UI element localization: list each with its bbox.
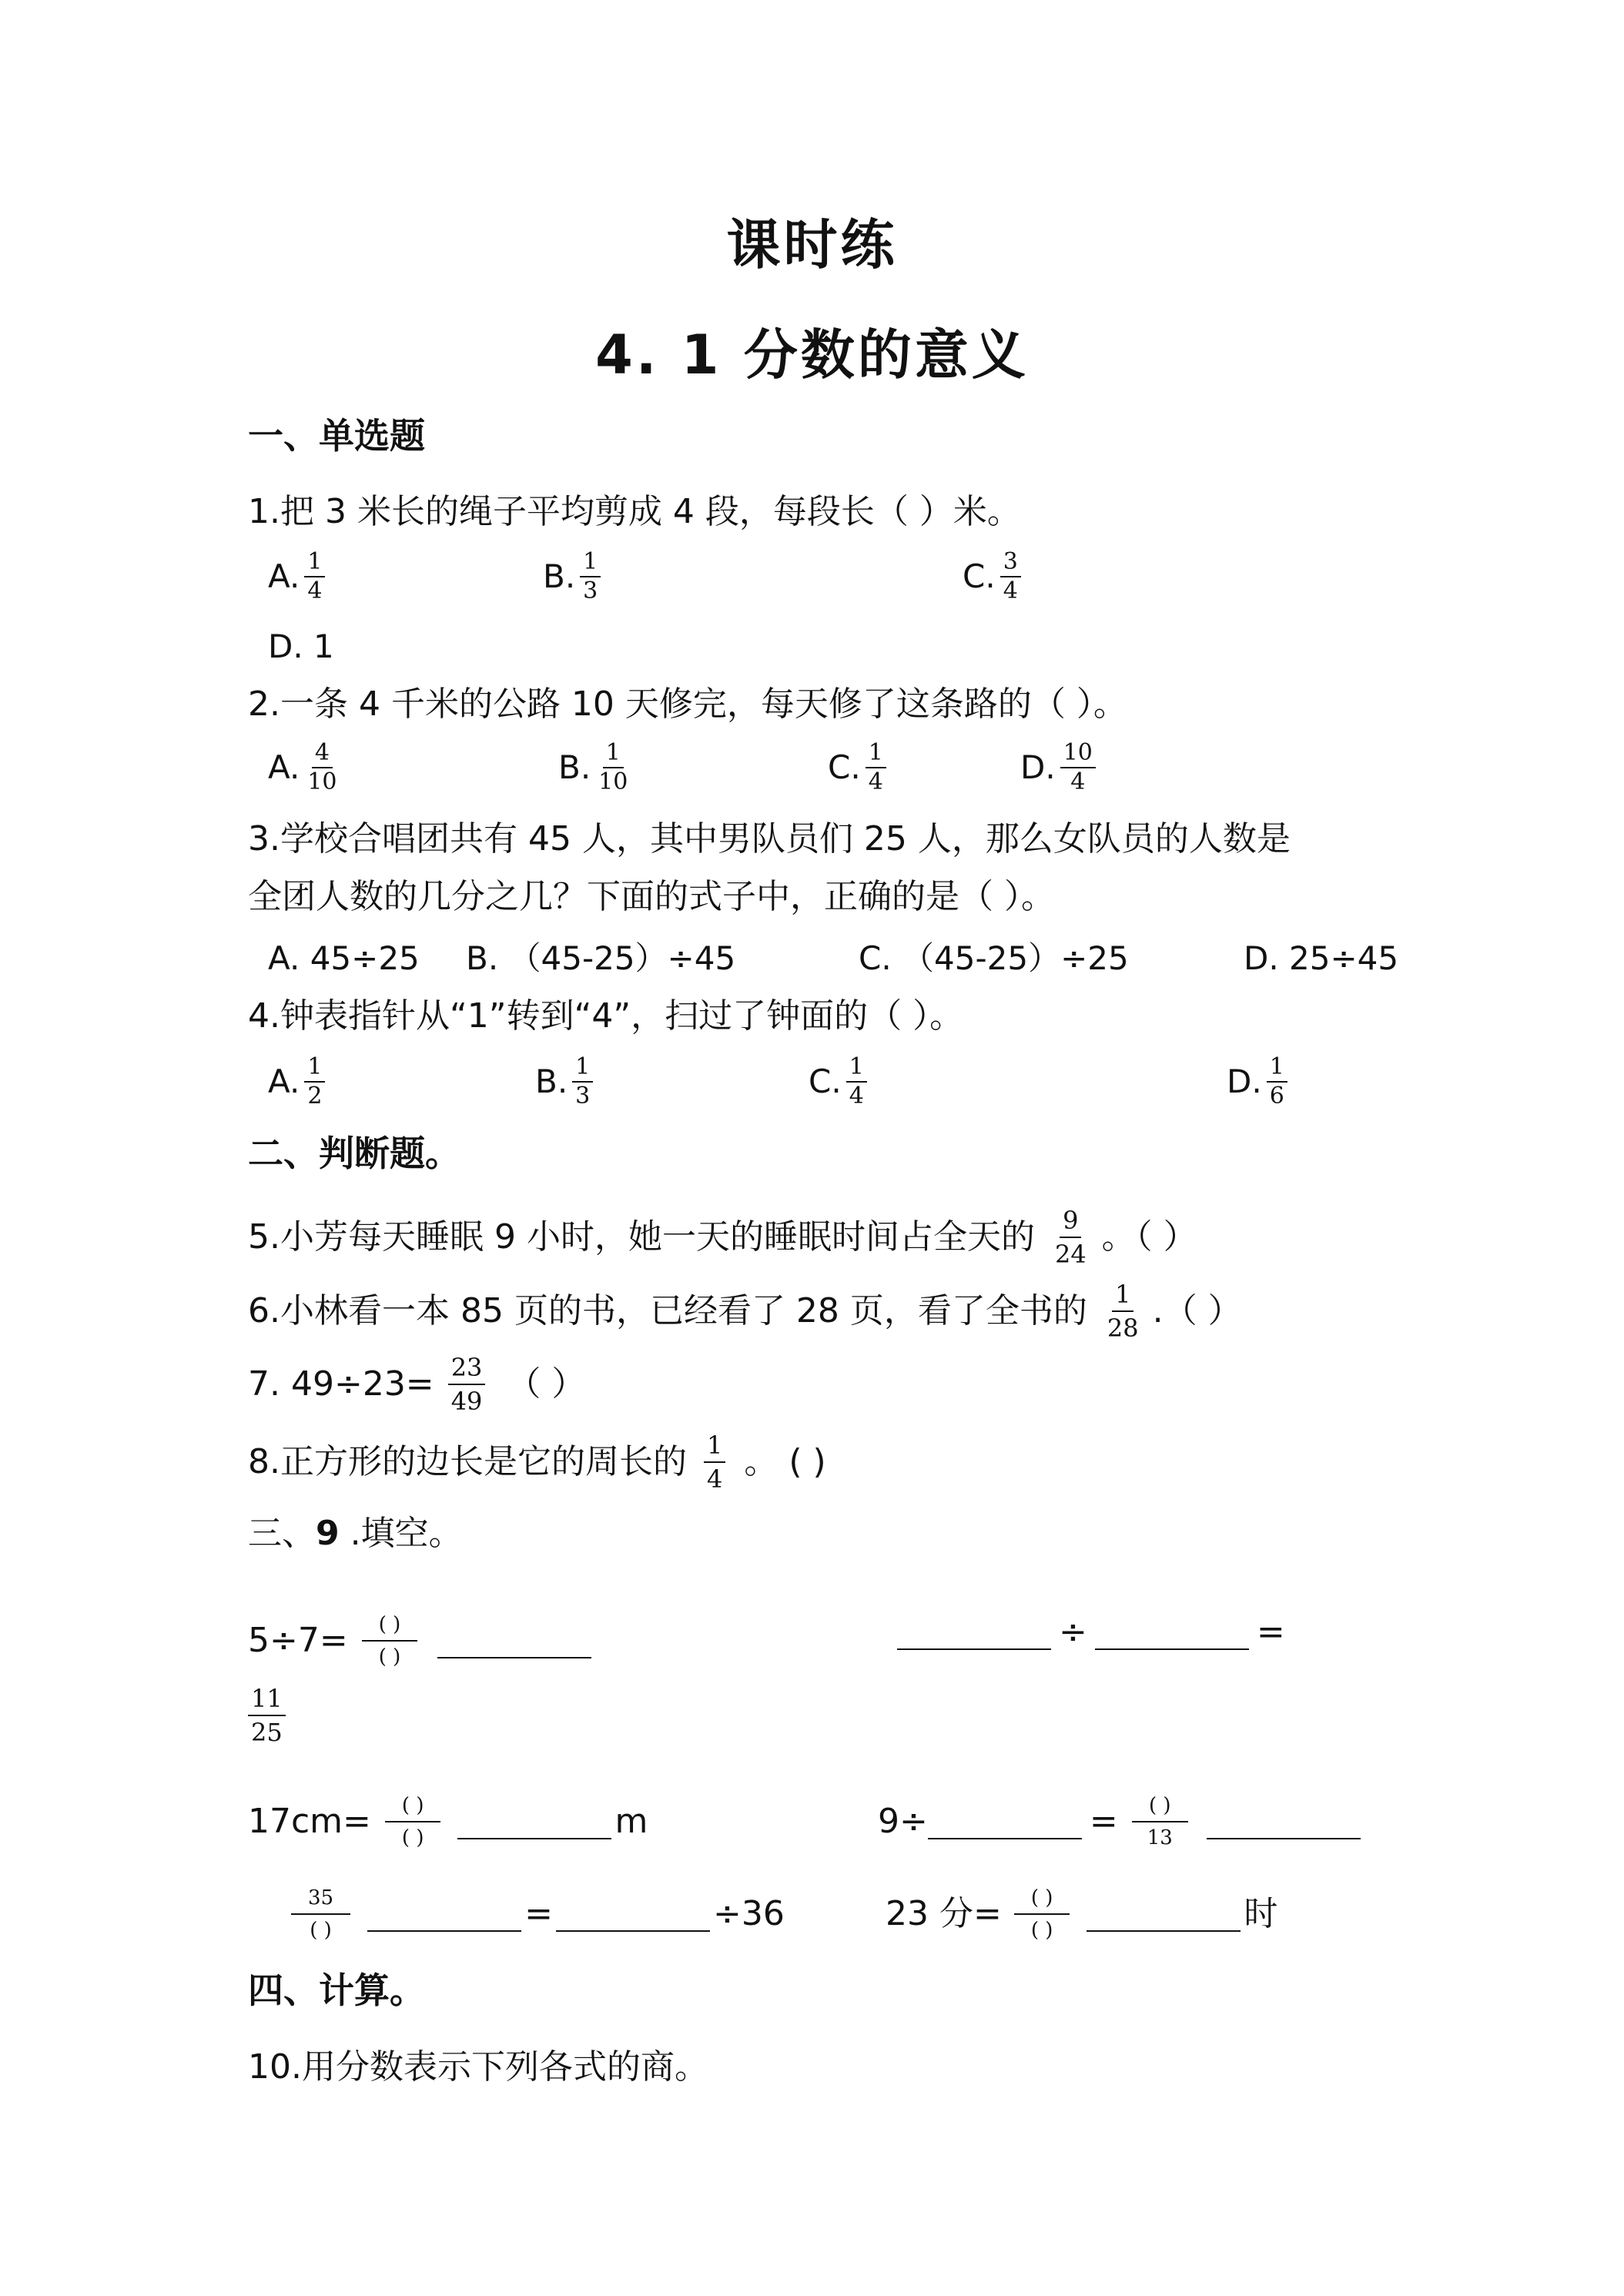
answer-blank[interactable] [556, 1896, 710, 1932]
q4-option-c[interactable] [809, 1053, 867, 1110]
option-label: C. [809, 1063, 842, 1100]
denominator: 4 [1070, 768, 1086, 795]
fill-row-2-right [878, 1790, 1368, 1853]
question-4-stem: 4.钟表指针从“1”转到“4”，扫过了钟面的（ ）。 [248, 996, 964, 1036]
question-2-stem: 2.一条 4 千米的公路 10 天修完，每天修了这条路的（ ）。 [248, 684, 1127, 724]
section-heading-true-false: 二、判断题。 [248, 1133, 460, 1174]
fill-row-1-left [248, 1609, 599, 1672]
numerator: 1 [304, 548, 325, 577]
answer-blank[interactable] [928, 1804, 1082, 1839]
answer-blank[interactable] [1087, 1896, 1241, 1932]
denominator: 4 [706, 1464, 723, 1494]
fraction-blank[interactable] [385, 1790, 441, 1853]
expression: 5÷7= [248, 1621, 348, 1660]
question-7-text: 7. 49÷23= [248, 1364, 434, 1404]
question-5 [248, 1204, 1197, 1270]
numerator: 1 [704, 1429, 725, 1463]
option-label: B. [535, 1063, 568, 1100]
option-label: D. [1227, 1063, 1262, 1100]
question-1-stem: 1.把 3 米长的绳子平均剪成 4 段，每段长（ ）米。 [248, 492, 1021, 531]
denominator: 3 [583, 577, 598, 604]
denominator: 4 [849, 1083, 864, 1110]
divide-by-36: ÷36 [712, 1894, 785, 1933]
unit-hour: 时 [1244, 1894, 1278, 1933]
q1-option-a[interactable] [268, 548, 325, 605]
question-8-text: 8.正方形的边长是它的周长的 [248, 1442, 687, 1481]
denominator: 3 [575, 1083, 591, 1110]
equals-sign: = [524, 1894, 553, 1933]
numerator: 1 [304, 1053, 325, 1083]
section-heading-single-choice: 一、单选题 [248, 415, 425, 457]
denominator: 4 [307, 577, 323, 604]
fraction [304, 739, 340, 796]
section-heading-fill-in [248, 1511, 463, 1557]
denominator: 25 [251, 1718, 283, 1747]
fraction [572, 1053, 593, 1110]
denominator: 10 [307, 768, 337, 795]
denominator: 2 [307, 1083, 323, 1110]
fraction [580, 548, 601, 605]
question-5-text: 5.小芳每天睡眠 9 小时，她一天的睡眠时间占全天的 [248, 1217, 1035, 1257]
equals-sign: = [1256, 1612, 1285, 1652]
numerator: 35 [291, 1883, 350, 1915]
denominator: 4 [1003, 577, 1018, 604]
option-label: D. [1020, 748, 1056, 786]
numerator: 11 [248, 1682, 286, 1716]
fraction-blank[interactable] [1014, 1883, 1070, 1946]
denominator: 6 [1269, 1083, 1284, 1110]
option-label: B. [543, 557, 576, 595]
answer-paren[interactable]: 。 ( ) [744, 1442, 826, 1481]
fraction-blank[interactable] [291, 1883, 350, 1946]
answer-paren[interactable]: .（ ） [1152, 1291, 1242, 1330]
unit-m: m [614, 1802, 648, 1841]
q4-option-a[interactable] [268, 1053, 325, 1110]
answer-blank[interactable] [437, 1623, 591, 1658]
numerator-blank[interactable]: ( ) [362, 1609, 418, 1642]
answer-blank[interactable] [1095, 1615, 1249, 1650]
numerator: 4 [312, 739, 333, 768]
q2-option-a[interactable] [268, 739, 340, 796]
answer-blank[interactable] [457, 1804, 611, 1839]
fraction-blank[interactable] [1130, 1790, 1190, 1853]
expression: 9÷ [878, 1802, 928, 1841]
question-6-text: 6.小林看一本 85 页的书，已经看了 28 页，看了全书的 [248, 1291, 1087, 1330]
fraction [866, 739, 886, 796]
denominator: 10 [598, 768, 628, 795]
fraction [448, 1351, 486, 1417]
q1-option-c[interactable] [963, 548, 1021, 605]
q3-option-c[interactable]: C. （45-25）÷25 [859, 939, 1129, 977]
section-label: .填空。 [339, 1514, 463, 1553]
question-number: 9 [316, 1514, 340, 1553]
question-3-stem-line1: 3.学校合唱团共有 45 人，其中男队员们 25 人，那么女队员的人数是 [248, 819, 1291, 858]
page-subtitle: 4. 1 分数的意义 [595, 323, 1029, 387]
answer-paren[interactable]: （ ） [507, 1364, 586, 1404]
denominator-blank[interactable]: ( ) [1030, 1919, 1053, 1942]
numerator: 23 [448, 1351, 486, 1385]
numerator: 1 [603, 739, 624, 768]
numerator: 3 [1000, 548, 1021, 577]
denominator: 24 [1054, 1240, 1087, 1269]
fraction [1104, 1278, 1142, 1344]
answer-blank[interactable] [897, 1615, 1051, 1650]
section-number: 三、 [248, 1514, 316, 1553]
question-3-stem-line2: 全团人数的几分之几？下面的式子中，正确的是（ ）。 [248, 877, 1055, 916]
option-label: A. [268, 557, 300, 595]
section-heading-calculation: 四、计算。 [248, 1970, 425, 2011]
denominator: 28 [1107, 1314, 1139, 1343]
question-7 [248, 1351, 585, 1417]
equals-sign: = [1089, 1802, 1118, 1841]
fraction-11-25 [248, 1682, 286, 1749]
numerator: 10 [1060, 739, 1096, 768]
q2-option-b[interactable] [558, 739, 631, 796]
answer-paren[interactable]: 。（ ） [1101, 1217, 1197, 1257]
q1-option-d[interactable]: D. 1 [268, 628, 334, 665]
expression: 17cm= [248, 1802, 371, 1841]
option-label: C. [963, 557, 996, 595]
answer-blank[interactable] [1207, 1804, 1361, 1839]
numerator: 1 [572, 1053, 593, 1083]
q2-option-c[interactable] [828, 739, 886, 796]
fill-row-3-right [886, 1883, 1277, 1946]
question-10-stem: 10.用分数表示下列各式的商。 [248, 2047, 708, 2087]
numerator: 1 [846, 1053, 867, 1083]
page-title: 课时练 [726, 213, 898, 276]
denominator: 49 [450, 1387, 483, 1416]
fill-row-2-left [248, 1790, 648, 1853]
q1-option-b[interactable] [543, 548, 601, 605]
fill-row-1-right [897, 1609, 1285, 1655]
denominator: 13 [1147, 1826, 1173, 1849]
fraction [1267, 1053, 1287, 1110]
numerator-blank[interactable]: ( ) [1014, 1883, 1070, 1915]
fraction [704, 1429, 725, 1495]
numerator-blank[interactable]: ( ) [1132, 1790, 1188, 1822]
numerator: 1 [1112, 1278, 1133, 1312]
option-label: A. [268, 748, 300, 786]
q2-option-d[interactable] [1020, 739, 1096, 796]
denominator-blank[interactable]: ( ) [310, 1919, 332, 1942]
fill-row-3-left [291, 1883, 785, 1946]
fraction [846, 1053, 867, 1110]
denominator-blank[interactable]: ( ) [401, 1826, 424, 1849]
question-6 [248, 1278, 1242, 1344]
divide-sign: ÷ [1059, 1612, 1087, 1652]
numerator: 1 [580, 548, 601, 577]
fraction [304, 548, 325, 605]
expression: 23 分= [886, 1894, 1002, 1933]
q3-option-d[interactable]: D. 25÷45 [1244, 939, 1399, 977]
answer-blank[interactable] [367, 1896, 521, 1932]
numerator-blank[interactable]: ( ) [385, 1790, 441, 1822]
fraction-blank[interactable] [362, 1609, 418, 1672]
option-label: B. [558, 748, 591, 786]
denominator: 4 [868, 768, 883, 795]
q4-option-d[interactable] [1227, 1053, 1287, 1110]
fraction [304, 1053, 325, 1110]
denominator-blank[interactable]: ( ) [378, 1645, 401, 1668]
option-label: A. [268, 1063, 300, 1100]
numerator: 9 [1060, 1204, 1081, 1238]
option-label: C. [828, 748, 861, 786]
fraction [595, 739, 631, 796]
q3-option-b[interactable]: B. （45-25）÷45 [466, 939, 736, 977]
q3-option-a[interactable]: A. 45÷25 [268, 939, 420, 977]
question-8 [248, 1429, 826, 1495]
q4-option-b[interactable] [535, 1053, 593, 1110]
fraction [1052, 1204, 1090, 1270]
numerator: 1 [866, 739, 886, 768]
fraction [248, 1682, 286, 1749]
fraction [1000, 548, 1021, 605]
fraction [1060, 739, 1096, 796]
numerator: 1 [1267, 1053, 1287, 1083]
